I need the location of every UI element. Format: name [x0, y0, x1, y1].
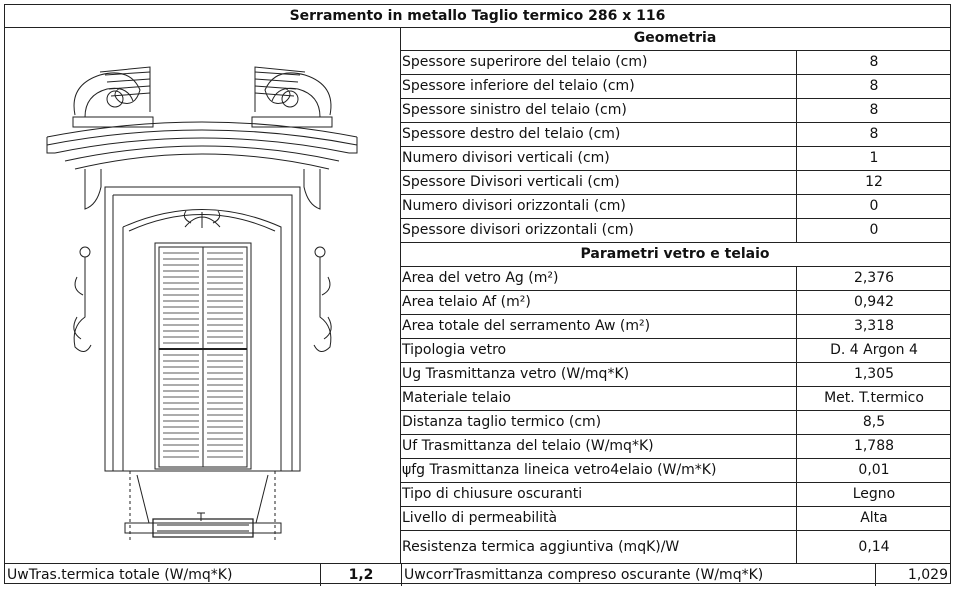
- table-row: Spessore destro del telaio (cm) 8: [400, 123, 950, 147]
- left-scroll-ornament: [73, 67, 153, 127]
- table-row: Tipo di chiusure oscuranti Legno: [400, 483, 950, 507]
- table-row: Area totale del serramento Aw (m²) 3,318: [400, 315, 950, 339]
- table-row: Tipologia vetro D. 4 Argon 4: [400, 339, 950, 363]
- window-drawing-panel: [5, 27, 401, 563]
- table-row: Materiale telaio Met. T.termico: [400, 387, 950, 411]
- section-parametri: Parametri vetro e telaio: [400, 243, 950, 267]
- table-row: ψfg Trasmittanza lineica vetro4elaio (W/m*K) 0,01: [400, 459, 950, 483]
- table-row: Livello di permeabilità Alta: [400, 507, 950, 531]
- uw-value: 1,2: [320, 564, 402, 586]
- table-row: Numero divisori orizzontali (cm) 0: [400, 195, 950, 219]
- table-row: Spessore Divisori verticali (cm) 12: [400, 171, 950, 195]
- section-geometria: Geometria: [400, 27, 950, 51]
- right-scroll-ornament: [252, 67, 332, 127]
- table-row: Uf Trasmittanza del telaio (W/mq*K) 1,788: [400, 435, 950, 459]
- table-row: Spessore divisori orizzontali (cm) 0: [400, 219, 950, 243]
- uwcorr-label: UwcorrTrasmittanza compreso oscurante (W/mq*K): [404, 567, 764, 583]
- sheet-title: Serramento in metallo Taglio termico 286 x 116: [5, 5, 950, 28]
- table-row: Spessore superirore del telaio (cm) 8: [400, 51, 950, 75]
- uwcorr-value: 1,029: [875, 564, 952, 586]
- window-elevation-drawing: [5, 27, 400, 563]
- table-row: Resistenza termica aggiuntiva (mqK)/W 0,14: [400, 531, 950, 563]
- window-spec-sheet: [4, 4, 951, 584]
- table-row: Spessore inferiore del telaio (cm) 8: [400, 75, 950, 99]
- table-row: Area telaio Af (m²) 0,942: [400, 291, 950, 315]
- table-row: Numero divisori verticali (cm) 1: [400, 147, 950, 171]
- uw-label: UwTras.termica totale (W/mq*K): [7, 567, 233, 583]
- plan-section: [125, 471, 281, 543]
- table-row: Spessore sinistro del telaio (cm) 8: [400, 99, 950, 123]
- table-row: Area del vetro Ag (m²) 2,376: [400, 267, 950, 291]
- table-row: Ug Trasmittanza vetro (W/mq*K) 1,305: [400, 363, 950, 387]
- totals-row: [5, 563, 950, 586]
- table-row: Distanza taglio termico (cm) 8,5: [400, 411, 950, 435]
